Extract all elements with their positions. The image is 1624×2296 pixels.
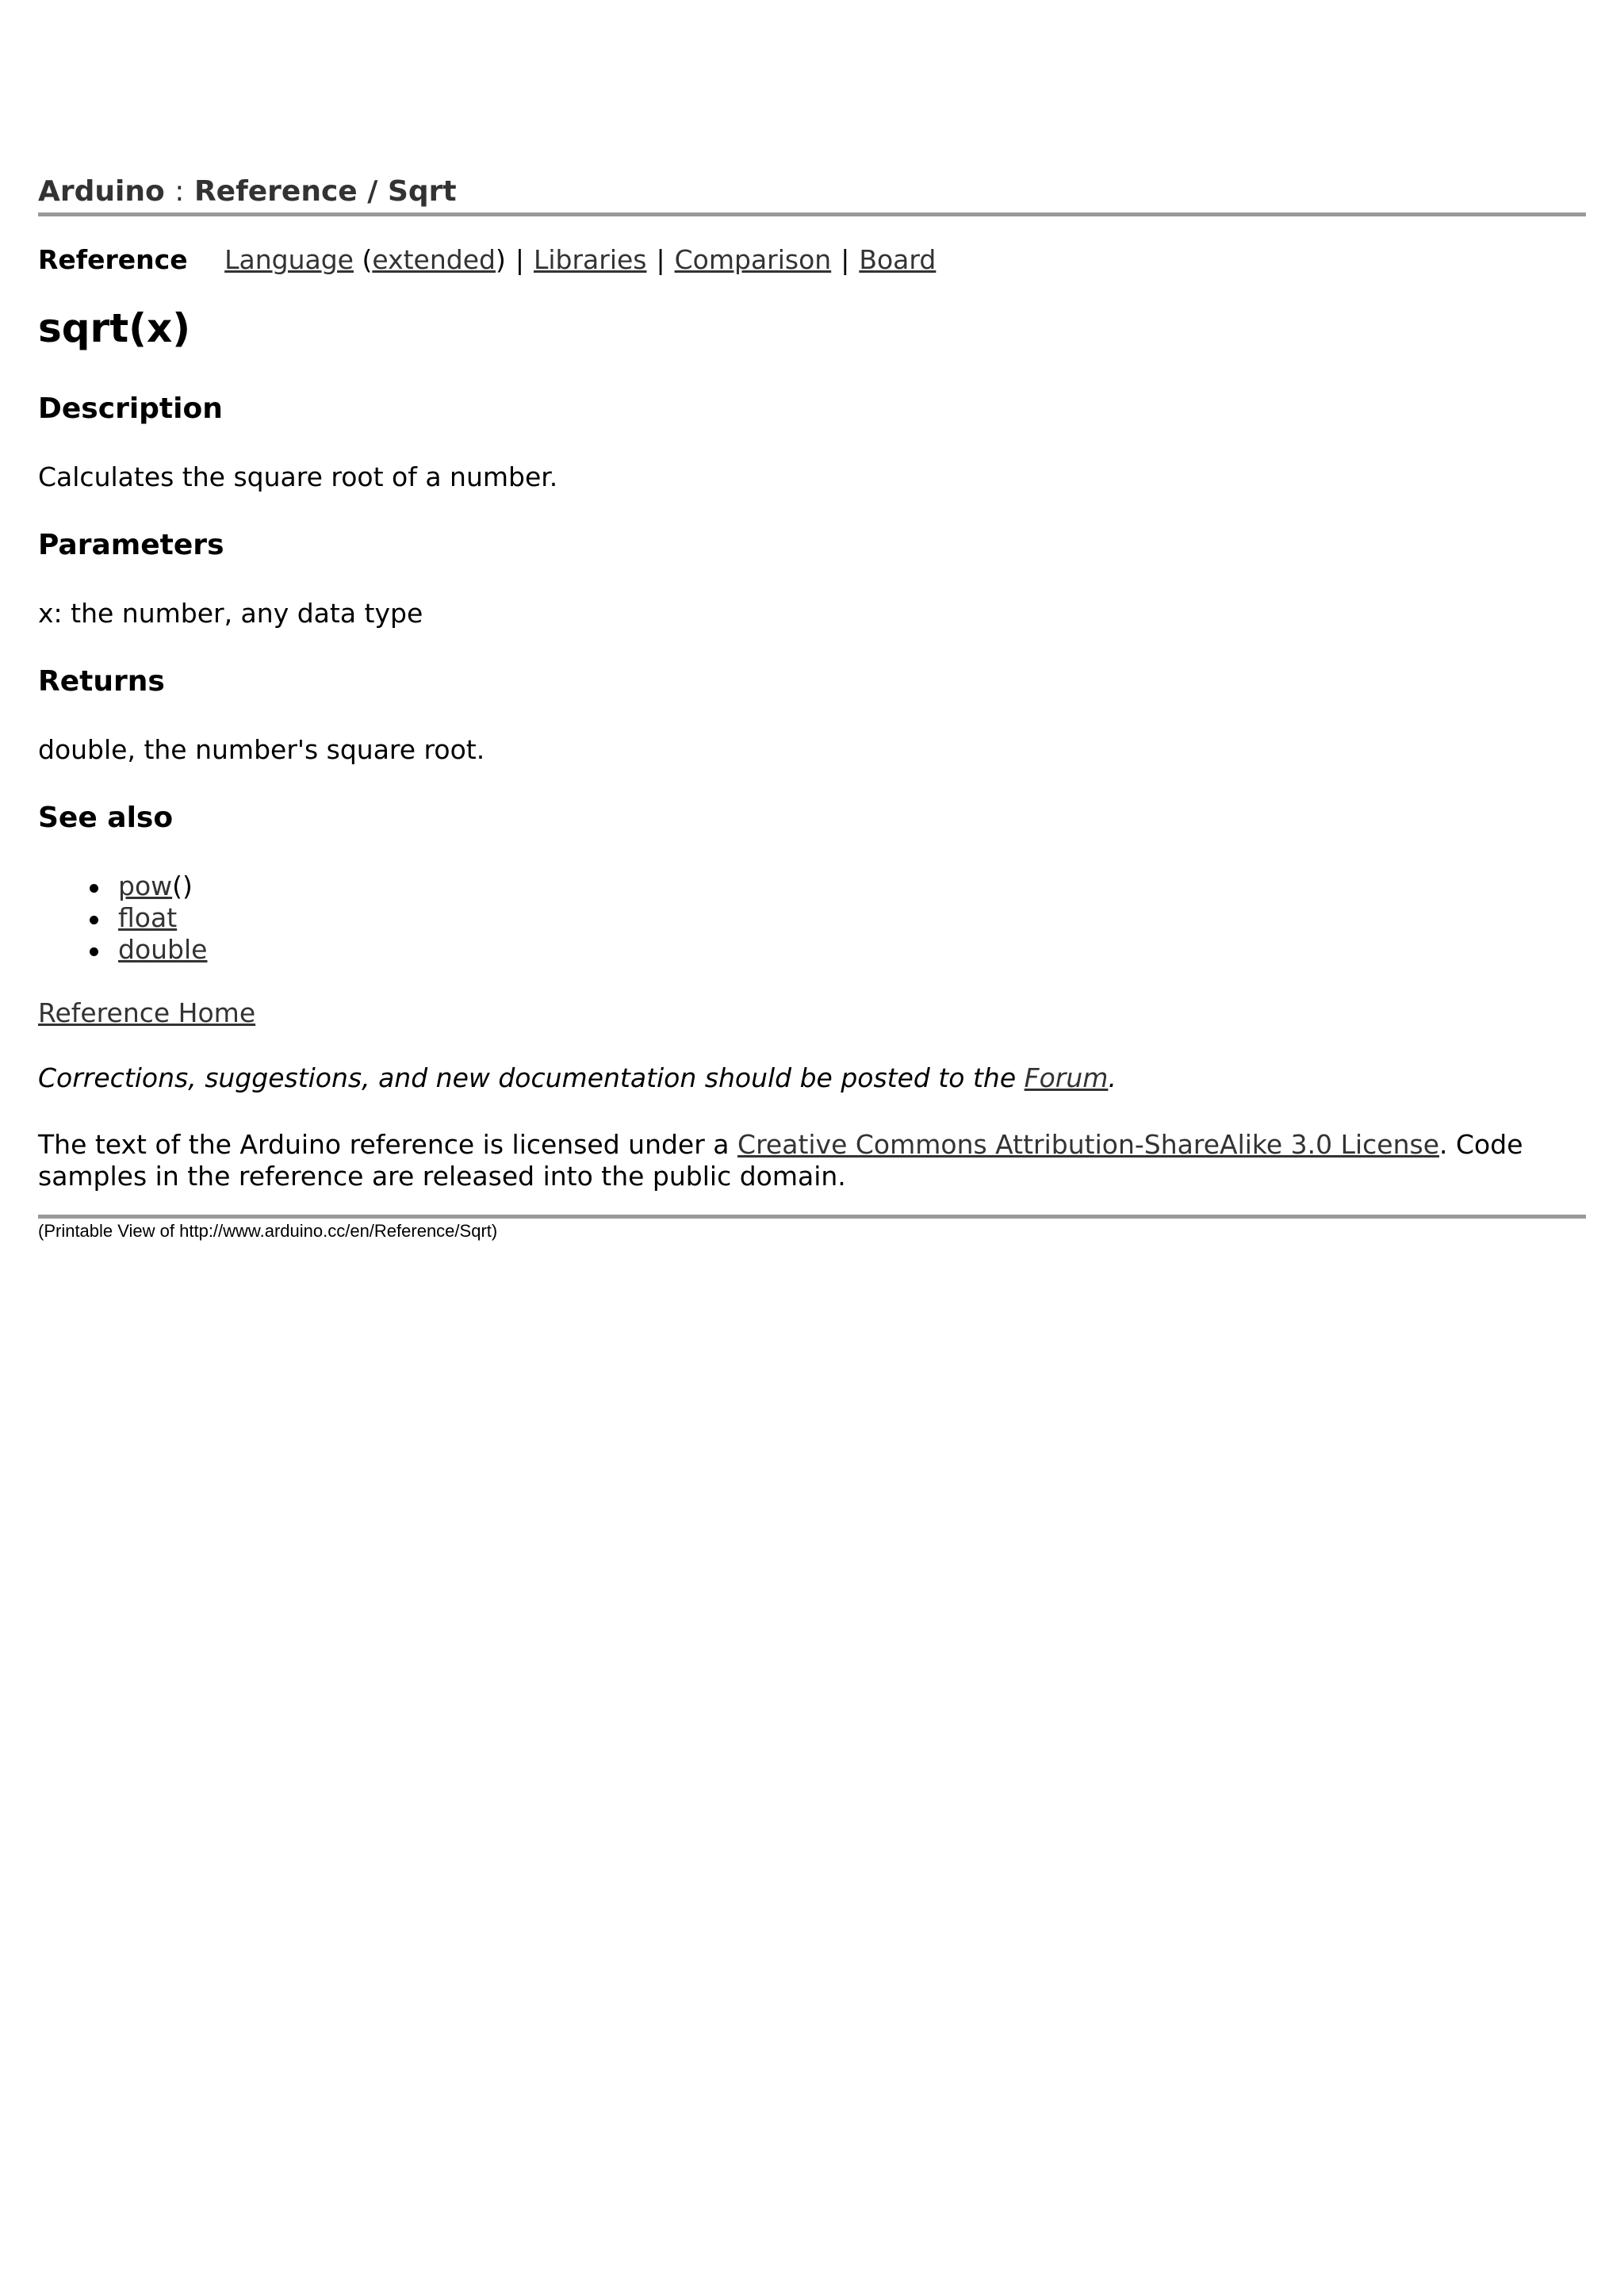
nav-close-paren: ) (495, 244, 506, 275)
description-heading: Description (38, 392, 223, 425)
nav-open-paren: ( (362, 244, 373, 275)
nav-title: Reference (38, 244, 188, 275)
page-title: sqrt(x) (38, 305, 191, 351)
nav-separator: | (841, 244, 850, 275)
see-also-suffix: () (172, 871, 193, 901)
nav-link-language[interactable]: Language (224, 244, 354, 275)
nav-link-board[interactable]: Board (859, 244, 936, 275)
header-divider (38, 212, 1586, 216)
license-text-after: . Code samples in the reference are released into the public domain. (38, 1129, 1523, 1192)
nav-link-extended[interactable]: extended (372, 244, 496, 275)
parameters-text: x: the number, any data type (38, 598, 423, 629)
breadcrumb-separator: : (174, 175, 185, 208)
see-also-link-double[interactable]: double (118, 934, 208, 965)
parameters-heading: Parameters (38, 529, 224, 561)
returns-text: double, the number's square root. (38, 734, 485, 765)
license-notice (38, 1129, 1586, 1192)
corrections-end: . (1108, 1062, 1116, 1093)
breadcrumb (38, 173, 1586, 211)
site-name: Arduino (38, 175, 165, 208)
footer-divider (38, 1215, 1586, 1219)
license-link[interactable]: Creative Commons Attribution-ShareAlike 3.0 License (737, 1129, 1440, 1160)
reference-home-link[interactable]: Reference Home (38, 997, 256, 1028)
list-item (38, 902, 207, 934)
reference-home-line (38, 994, 255, 1032)
description-text: Calculates the square root of a number. (38, 461, 558, 492)
printable-view-note: (Printable View of http://www.arduino.cc/en/Reference/Sqrt) (38, 1221, 498, 1241)
corrections-text: Corrections, suggestions, and new documentation should be posted to the (38, 1062, 1017, 1093)
nav-link-comparison[interactable]: Comparison (674, 244, 832, 275)
license-text-before: The text of the Arduino reference is licensed under a (38, 1129, 730, 1160)
breadcrumb-path: Reference / Sqrt (193, 175, 457, 208)
see-also-list (38, 871, 207, 966)
see-also-heading: See also (38, 802, 174, 834)
list-item (38, 934, 207, 966)
returns-heading: Returns (38, 665, 165, 698)
reference-nav (38, 241, 936, 279)
nav-link-libraries[interactable]: Libraries (533, 244, 647, 275)
forum-link[interactable]: Forum (1024, 1062, 1109, 1093)
see-also-link-float[interactable]: float (118, 902, 178, 933)
list-item (38, 871, 207, 902)
nav-separator: | (656, 244, 665, 275)
see-also-link-pow[interactable]: pow (118, 871, 173, 901)
corrections-note (38, 1059, 1116, 1097)
nav-separator: | (515, 244, 524, 275)
